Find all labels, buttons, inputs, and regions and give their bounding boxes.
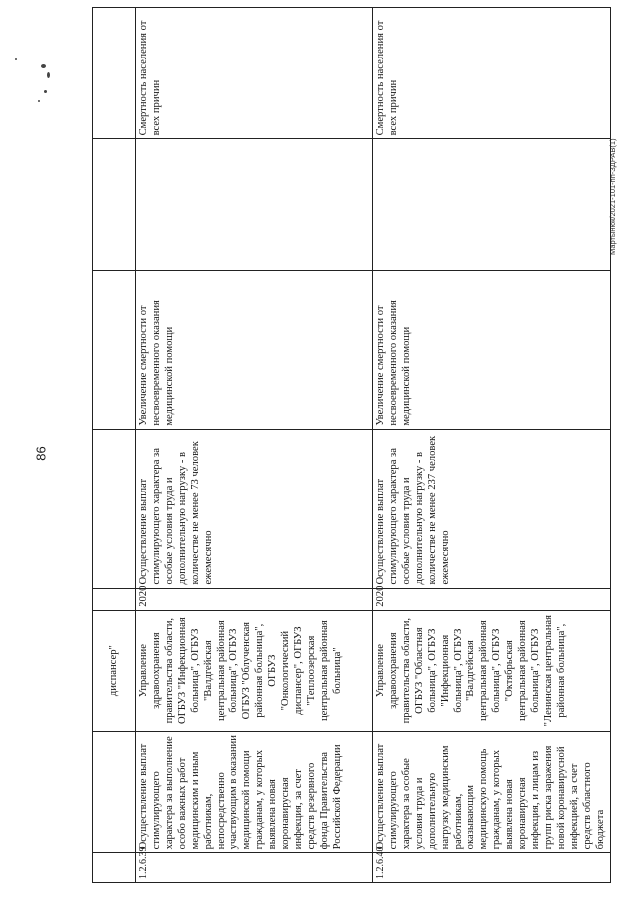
scan-speck (47, 72, 50, 78)
row-effect: Увеличение смертности от несвоевременного оказания медицинской помощи (373, 270, 611, 429)
row-responsible: Управление здравоохранения правительства области, ОГБУЗ "Областная больница", ОГБУЗ "Инфекционная больница", ОГБУЗ "Валдгейская центральная районная больница", ОГБУЗ "Октябрьская центральная районная больница", ОГБУЗ "Ленинская центральная районная больница", (373, 610, 611, 731)
row-number: 1.2.6.39 (136, 853, 373, 883)
row-indicator: Осуществление выплат стимулирующего характера за особые условия труда и дополнительную нагрузку - в количестве не менее 237 человек ежемесячно (373, 429, 611, 588)
cell-indicator-empty (93, 429, 136, 588)
cell-responsible-continuation: диспансер" (93, 610, 136, 731)
cell-event-empty (93, 731, 136, 853)
row-sub-empty (373, 139, 611, 270)
row-target: Смертность населения от всех причин (373, 8, 611, 139)
measures-table (92, 7, 611, 883)
rotated-table-area (92, 7, 604, 883)
row-target: Смертность населения от всех причин (136, 8, 373, 139)
row-year: 2020 (373, 588, 611, 610)
row-indicator: Осуществление выплат стимулирующего характера за особые условия труда и дополнительную нагрузку - в количестве не менее 73 человек ежемесячно (136, 429, 373, 588)
row-year: 2020 (136, 588, 373, 610)
table-row (136, 8, 373, 883)
cell-sub-empty (93, 139, 136, 270)
cell-target-empty (93, 8, 136, 139)
row-responsible: Управление здравоохранения правительства области, ОГБУЗ "Инфекционная больница", ОГБУЗ "Валдгейская центральная районная больница", ОГБУЗ ОГБУЗ "Облученская районная больница", ОГБУЗ "Онкологический диспансер", ОГБУЗ "Теплоозерская центральная районная больница" (136, 610, 373, 731)
scan-speck (38, 100, 40, 102)
table-row (373, 8, 611, 883)
scan-speck (41, 64, 46, 68)
row-event: Осуществление выплат стимулирующего характера за особые условия труда и дополнительную нагрузку медицинским работникам, оказывающим медицинскую помощь гражданам, у которых выявлена новая коронавирусная инфекция, и лицам из групп риска заражения новой коронавирусной инфекцией, за счет средств областного бюджета (373, 731, 611, 853)
row-sub-empty (136, 139, 373, 270)
scan-speck (44, 90, 47, 93)
cell-effect-empty (93, 270, 136, 429)
cell-year-empty (93, 588, 136, 610)
page-number: 86 (33, 446, 49, 461)
row-event: Осуществление выплат стимулирующего характера за выполнение особо важных работ медицинским и иным работникам, непосредственно участвующим в оказании медицинской помощи гражданам, у которых выявлена новая коронавирусная инфекция, за счет средств резервного фонда Правительства Российской Федерации (136, 731, 373, 853)
scan-speck (15, 58, 17, 60)
row-number: 1.2.6.40 (373, 853, 611, 883)
document-footer: Мартынюк/2021-101-пп-ЗДРАВ(1) (608, 138, 617, 255)
row-effect: Увеличение смертности от несвоевременного оказания медицинской помощи (136, 270, 373, 429)
cell-number-empty (93, 853, 136, 883)
continuation-row (93, 8, 136, 883)
